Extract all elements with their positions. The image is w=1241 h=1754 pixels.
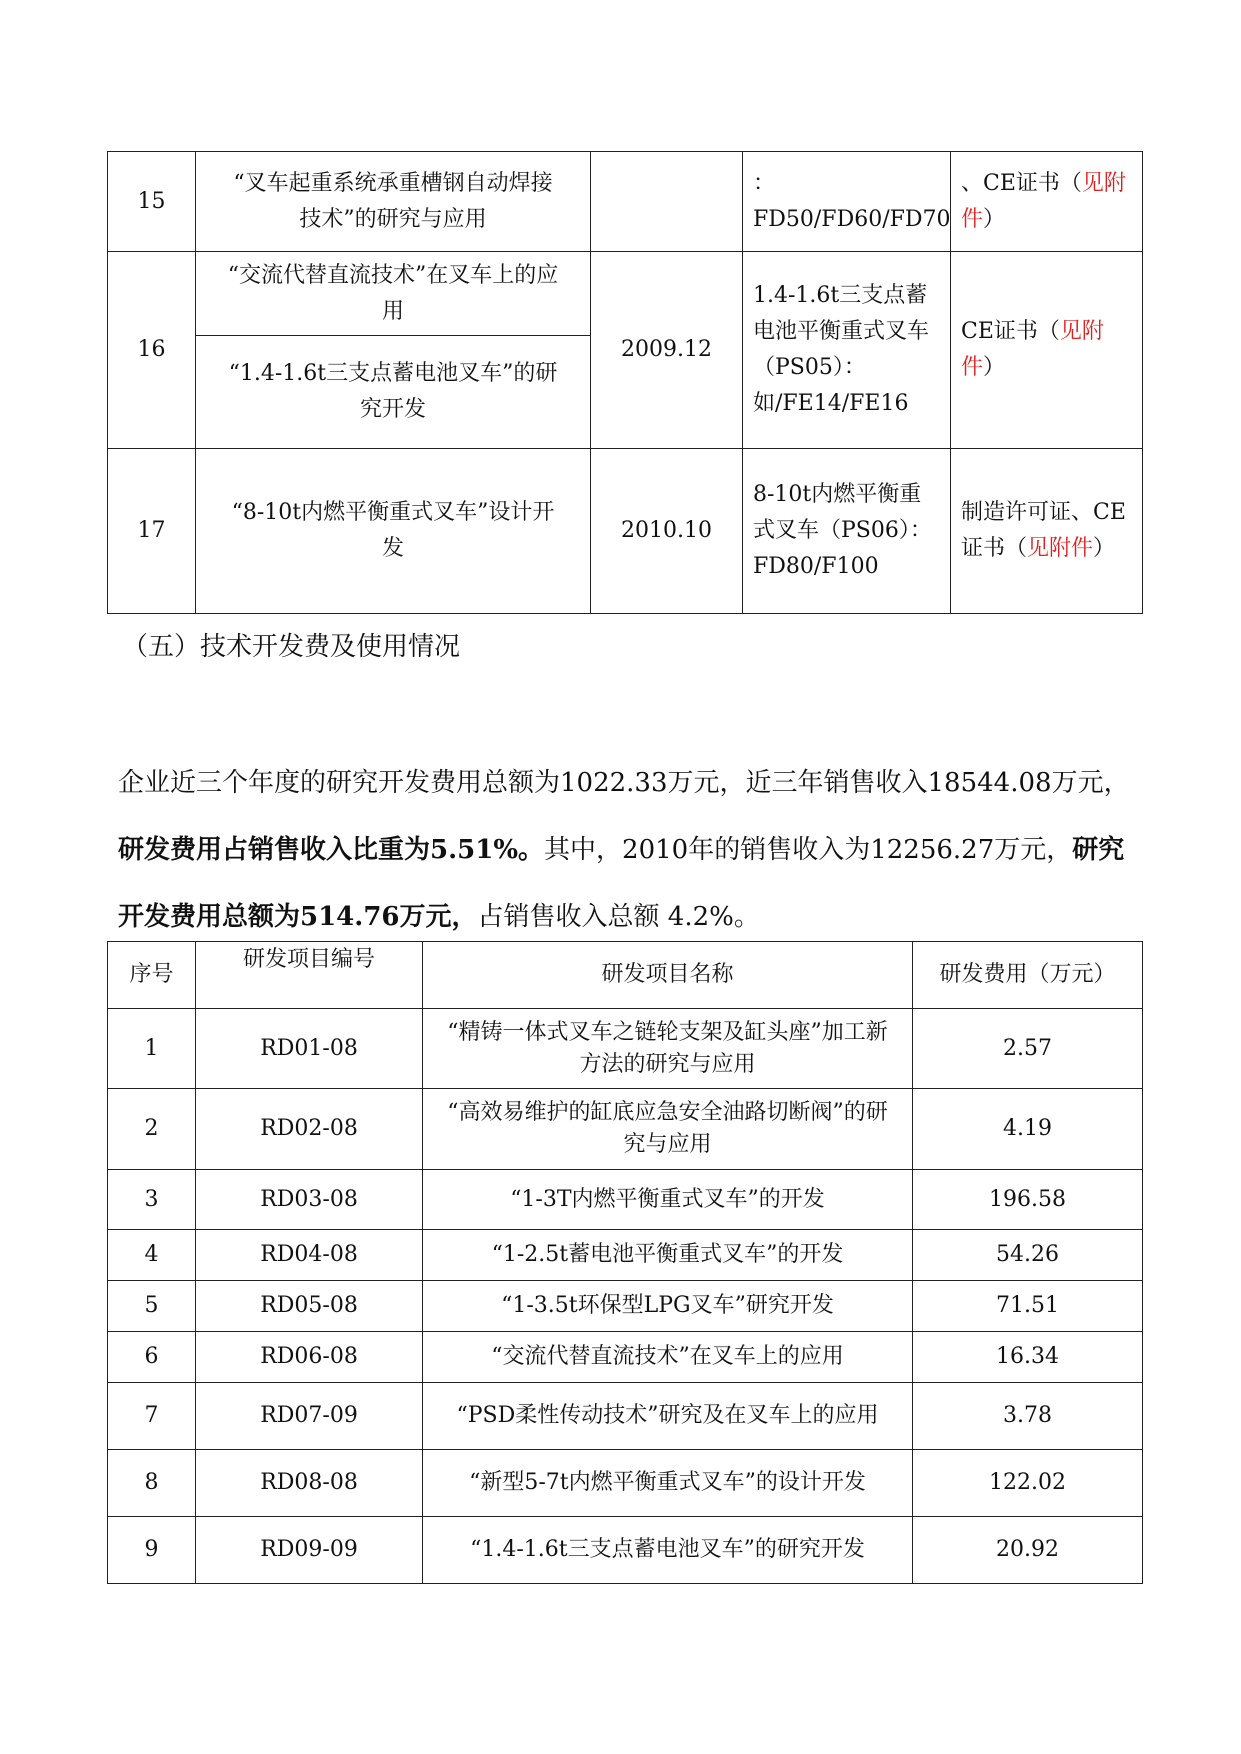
project-name: “1.4-1.6t三支点蓄电池叉车”的研究开发 <box>423 1517 913 1584</box>
row-number: 17 <box>108 449 196 614</box>
section-heading: （五）技术开发费及使用情况 <box>122 632 461 662</box>
table-row <box>108 1383 1143 1450</box>
project-cost: 122.02 <box>913 1450 1143 1517</box>
cert-text-end: ） <box>983 355 1006 380</box>
table-row <box>108 1230 1143 1281</box>
project-name: “交流代替直流技术”在叉车上的应用 <box>423 1332 913 1383</box>
row-number: 3 <box>108 1170 196 1230</box>
para-bold-text: 研发费用占销售收入比重为5.51%。 <box>118 835 545 865</box>
para-bold-text: 研究开发费用总额为514.76万元， <box>118 835 1125 932</box>
project-name: “高效易维护的缸底应急安全油路切断阀”的研究与应用 <box>423 1089 913 1170</box>
rd-expense-table <box>107 941 1143 1584</box>
table-row <box>108 1517 1143 1584</box>
product-model: 1.4-1.6t三支点蓄电池平衡重式叉车（PS05）：如/FE14/FE16 <box>743 252 951 449</box>
table-row <box>108 1450 1143 1517</box>
project-name: “1-3T内燃平衡重式叉车”的开发 <box>423 1170 913 1230</box>
para-text: 企业近三个年度的研究开发费用总额为1022.33万元，近三年销售收入18544.08万元， <box>118 768 1130 798</box>
table-header-row <box>108 942 1143 1009</box>
table-row <box>108 1170 1143 1230</box>
row-number: 5 <box>108 1281 196 1332</box>
header-name: 研发项目名称 <box>423 942 913 1009</box>
table-row <box>108 1089 1143 1170</box>
project-date <box>591 152 743 252</box>
project-code: RD03-08 <box>196 1170 423 1230</box>
table-row <box>108 1281 1143 1332</box>
header-no: 序号 <box>108 942 196 1009</box>
project-name: “交流代替直流技术”在叉车上的应用 <box>196 252 591 336</box>
project-code: RD08-08 <box>196 1450 423 1517</box>
project-code: RD02-08 <box>196 1089 423 1170</box>
para-text: 占销售收入总额 4.2%。 <box>477 902 760 932</box>
header-cost: 研发费用（万元） <box>913 942 1143 1009</box>
table-row <box>108 449 1143 614</box>
attachment-link[interactable]: 见附件 <box>961 319 1104 380</box>
certificate-cell <box>951 449 1143 614</box>
project-name: “8-10t内燃平衡重式叉车”设计开发 <box>196 449 591 614</box>
row-number: 6 <box>108 1332 196 1383</box>
row-number: 7 <box>108 1383 196 1450</box>
project-cost: 16.34 <box>913 1332 1143 1383</box>
project-name: “1-3.5t环保型LPG叉车”研究开发 <box>423 1281 913 1332</box>
project-date: 2009.12 <box>591 252 743 449</box>
project-cost: 71.51 <box>913 1281 1143 1332</box>
row-number: 4 <box>108 1230 196 1281</box>
project-cost: 196.58 <box>913 1170 1143 1230</box>
project-cost: 2.57 <box>913 1009 1143 1089</box>
project-code: RD06-08 <box>196 1332 423 1383</box>
project-cost: 3.78 <box>913 1383 1143 1450</box>
row-number: 16 <box>108 252 196 449</box>
table-row <box>108 1009 1143 1089</box>
project-cost: 20.92 <box>913 1517 1143 1584</box>
product-model: 8-10t内燃平衡重式叉车（PS06）：FD80/F100 <box>743 449 951 614</box>
cert-text: 制造许可证、CE证书（ <box>961 500 1126 561</box>
certificate-cell <box>951 252 1143 449</box>
para-text: 其中，2010年的销售收入为12256.27万元， <box>544 835 1073 865</box>
attachment-link[interactable]: 见附件 <box>961 170 1126 232</box>
product-model: ：FD50/FD60/FD70 <box>743 152 951 252</box>
project-name: “PSD柔性传动技术”研究及在叉车上的应用 <box>423 1383 913 1450</box>
project-code: RD05-08 <box>196 1281 423 1332</box>
table-row <box>108 152 1143 252</box>
project-code: RD07-09 <box>196 1383 423 1450</box>
row-number: 15 <box>108 152 196 252</box>
project-cost: 54.26 <box>913 1230 1143 1281</box>
cert-text: CE证书（ <box>961 319 1060 344</box>
project-date: 2010.10 <box>591 449 743 614</box>
project-name: “1-2.5t蓄电池平衡重式叉车”的开发 <box>423 1230 913 1281</box>
row-number: 2 <box>108 1089 196 1170</box>
header-code: 研发项目编号 <box>196 942 423 1009</box>
rd-expense-paragraph <box>118 750 1138 951</box>
project-code: RD04-08 <box>196 1230 423 1281</box>
project-name: “叉车起重系统承重槽钢自动焊接技术”的研究与应用 <box>196 152 591 252</box>
table-row <box>108 252 1143 336</box>
cert-text-end: ） <box>983 206 1006 232</box>
project-name: “精铸一体式叉车之链轮支架及缸头座”加工新方法的研究与应用 <box>423 1009 913 1089</box>
row-number: 1 <box>108 1009 196 1089</box>
project-name: “1.4-1.6t三支点蓄电池叉车”的研究开发 <box>196 336 591 449</box>
attachment-link[interactable]: 见附件 <box>1027 536 1094 561</box>
project-code: RD09-09 <box>196 1517 423 1584</box>
project-name: “新型5-7t内燃平衡重式叉车”的设计开发 <box>423 1450 913 1517</box>
row-number: 9 <box>108 1517 196 1584</box>
project-certificate-table <box>107 151 1143 614</box>
certificate-cell <box>951 152 1143 252</box>
cert-text: 、CE证书（ <box>961 170 1082 196</box>
cert-text-end: ） <box>1093 536 1116 561</box>
table-row <box>108 1332 1143 1383</box>
project-cost: 4.19 <box>913 1089 1143 1170</box>
project-code: RD01-08 <box>196 1009 423 1089</box>
row-number: 8 <box>108 1450 196 1517</box>
